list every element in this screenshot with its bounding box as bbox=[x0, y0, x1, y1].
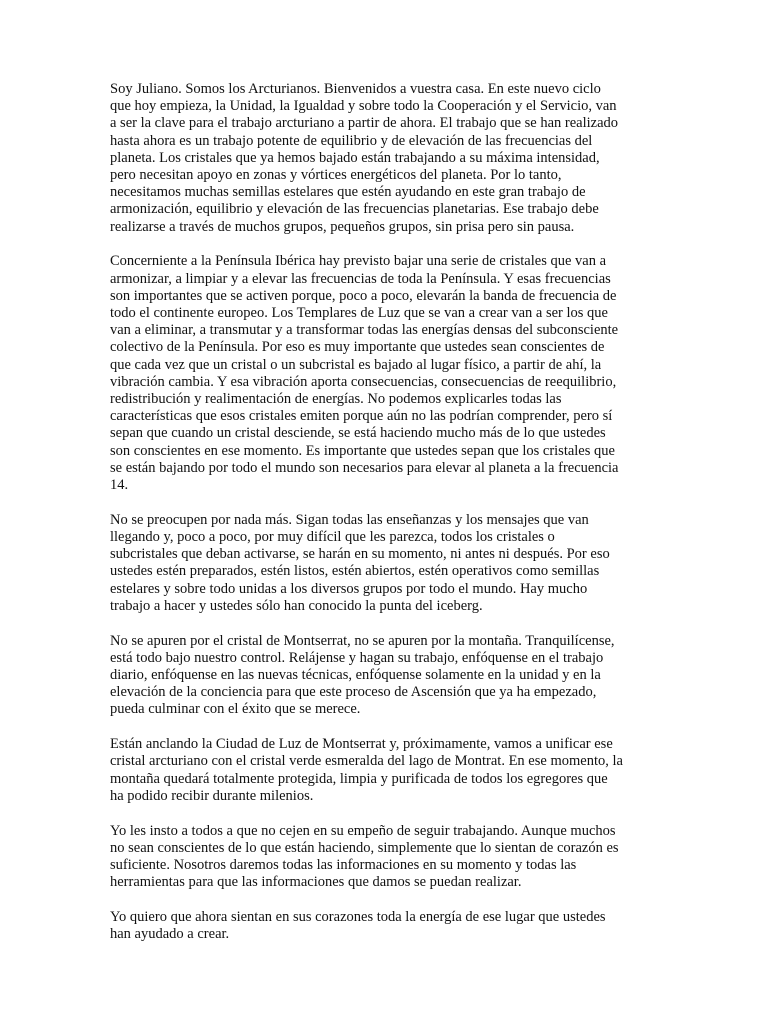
paragraph-no-se-preocupen: No se preocupen por nada más. Sigan todas las enseñanzas y los mensajes que van llegando y, poco a poco, por muy difícil que les parezca, todos los cristales o subcristales que deban activarse, se harán en su momento, ni antes ni después. Por eso ustedes estén preparados, estén listos, estén abiertos, estén operativos como semillas estelares y sobre todo unidas a los diversos grupos por todo el mundo. Hay mucho trabajo a hacer y ustedes sólo han conocido la punta del iceberg. bbox=[110, 511, 610, 614]
paragraph-introduction: Soy Juliano. Somos los Arcturianos. Bienvenidos a vuestra casa. En este nuevo ciclo que hoy empieza, la Unidad, la Igualdad y sobre todo la Cooperación y el Servicio, van a ser la clave para el trabajo arcturiano a partir de ahora. El trabajo que se han realizado hasta ahora es un trabajo potente de equilibrio y de elevación de las frecuencias del planeta. Los cristales que ya hemos bajado están trabajando a su máxima intensidad, pero necesitan apoyo en zonas y vórtices energéticos del planeta. Por lo tanto, necesitamos muchas semillas estelares que estén ayudando en este gran trabajo de armonización, equilibrio y elevación de las frecuencias planetarias. Ese trabajo debe realizarse a través de muchos grupos, pequeños grupos, sin prisa pero sin pausa. bbox=[110, 81, 619, 235]
paragraph-ciudad-de-luz: Están anclando la Ciudad de Luz de Montserrat y, próximamente, vamos a unificar ese cristal arcturiano con el cristal verde esmeralda del lago de Montrat. En ese momento, la montaña quedará totalmente protegida, limpia y purificada de todos los egregores que ha podido recibir durante milenios. bbox=[110, 736, 623, 804]
document-body bbox=[110, 81, 658, 944]
paragraph-seguir-trabajando: Yo les insto a todos a que no cejen en su empeño de seguir trabajando. Aunque muchos no sean conscientes de lo que están haciendo, simplemente que lo sientan de corazón es suficiente. Nosotros daremos todas las informaciones en su momento y todas las herramientas para que las informaciones que damos se puedan realizar. bbox=[110, 822, 619, 891]
paragraph-peninsula-iberica: Concerniente a la Península Ibérica hay previsto bajar una serie de cristales que van a armonizar, a limpiar y a elevar las frecuencias de toda la Península. Y esas frecuencias son importantes que se activen porque, poco a poco, elevarán la banda de frecuencia de todo el continente europeo. Los Templares de Luz que se van a crear van a ser los que van a eliminar, a transmutar y a transformar todas las energías densas del subconsciente colectivo de la Península. Por eso es muy importante que ustedes sean conscientes de que cada vez que un cristal o un subcristal es bajado al lugar físico, a partir de ahí, la vibración cambia. Y esa vibración aporta consecuencias, consecuencias de reequilibrio, redistribución y realimentación de energías. No podemos explicarles todas las características que esos cristales emiten porque aún no las podrían comprender, pero sí sepan que cuando un cristal desciende, se está haciendo mucho más de lo que ustedes son conscientes en ese momento. Es importante que ustedes sepan que los cristales que se están bajando por todo el mundo son necesarios para elevar al planeta a la frecuencia 14. bbox=[110, 253, 619, 494]
paragraph-closing: Yo quiero que ahora sientan en sus corazones toda la energía de ese lugar que ustedes han ayudado a crear. bbox=[110, 909, 606, 943]
paragraph-montserrat-control: No se apuren por el cristal de Montserrat, no se apuren por la montaña. Tranquilícense, está todo bajo nuestro control. Relájense y hagan su trabajo, enfóquense en el trabajo diario, enfóquense en las nuevas técnicas, enfóquense solamente en la unidad y en la elevación de la conciencia para que este proceso de Ascensión que ya ha empezado, pueda culminar con el éxito que se merece. bbox=[110, 632, 615, 718]
